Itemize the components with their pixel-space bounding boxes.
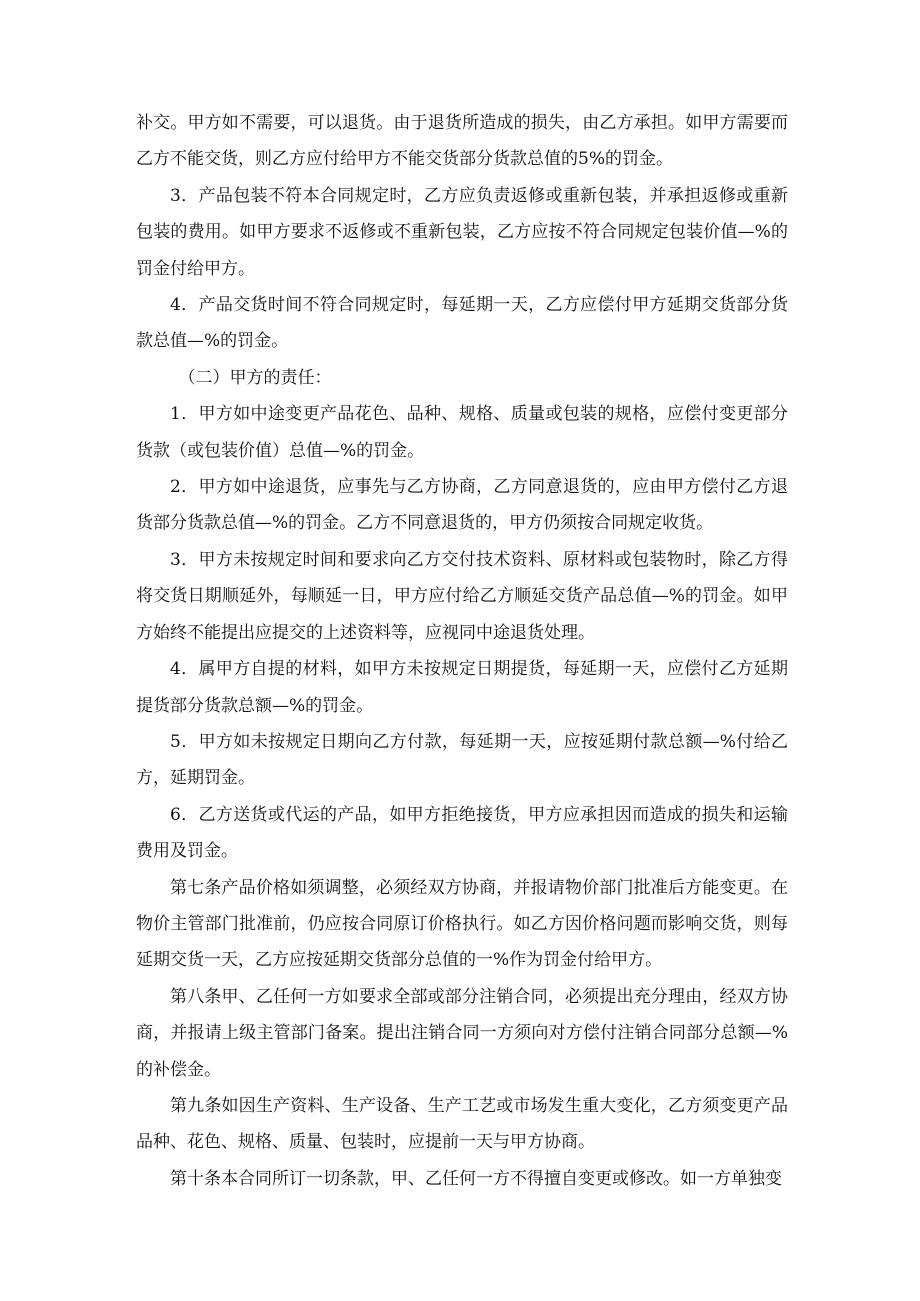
paragraph-article-8: 第八条甲、乙任何一方如要求全部或部分注销合同，必须提出充分理由，经双方协商，并报请上级主管部门备案。提出注销合同一方须向对方偿付注销合同部分总额—%的补偿金。 xyxy=(136,986,788,1080)
paragraph-party-a-item-3: 3．甲方未按规定时间和要求向乙方交付技术资料、原材料或包装物时，除乙方得将交货日期顺延外，每顺延一日，甲方应付给乙方顺延交货产品总值—%的罚金。如甲方始终不能提出应提交的上述资料等，应视同中途退货处理。 xyxy=(136,549,788,643)
document-body xyxy=(136,105,788,1197)
paragraph-clause-4-delivery-time: 4．产品交货时间不符合同规定时，每延期一天，乙方应偿付甲方延期交货部分货款总值—%的罚金。 xyxy=(136,295,788,352)
paragraph-party-a-item-1: 1．甲方如中途变更产品花色、品种、规格、质量或包装的规格，应偿付变更部分货款（或包装价值）总值—%的罚金。 xyxy=(136,404,788,461)
paragraph-article-10: 第十条本合同所订一切条款，甲、乙任何一方不得擅自变更或修改。如一方单独变 xyxy=(170,1168,782,1189)
paragraph-article-9: 第九条如因生产资料、生产设备、生产工艺或市场发生重大变化，乙方须变更产品品种、花色、规格、质量、包装时，应提前一天与甲方协商。 xyxy=(136,1095,788,1153)
paragraph-party-a-item-5: 5．甲方如未按规定日期向乙方付款，每延期一天，应按延期付款总额—%付给乙方，延期罚金。 xyxy=(136,731,788,789)
paragraph-clause-3-packaging: 3．产品包装不符本合同规定时，乙方应负责返修或重新包装，并承担返修或重新包装的费用。如甲方要求不返修或不重新包装，乙方应按不符合同规定包装价值—%的罚金付给甲方。 xyxy=(136,185,788,279)
paragraph-party-a-item-6: 6．乙方送货或代运的产品，如甲方拒绝接货，甲方应承担因而造成的损失和运输费用及罚金。 xyxy=(136,804,788,862)
paragraph-party-a-item-2: 2．甲方如中途退货，应事先与乙方协商，乙方同意退货的，应由甲方偿付乙方退货部分货款总值—%的罚金。乙方不同意退货的，甲方仍须按合同规定收货。 xyxy=(136,477,788,534)
paragraph-article-7: 第七条产品价格如须调整，必须经双方协商，并报请物价部门批准后方能变更。在物价主管部门批准前，仍应按合同原订价格执行。如乙方因价格问题而影响交货，则每延期交货一天，乙方应按延期交货部分总值的一%作为罚金付给甲方。 xyxy=(136,877,788,971)
section-heading-party-a-responsibility: （二）甲方的责任： xyxy=(178,367,332,388)
paragraph-party-a-item-4: 4．属甲方自提的材料，如甲方未按规定日期提货，每延期一天，应偿付乙方延期提货部分货款总额—%的罚金。 xyxy=(136,659,788,716)
paragraph-continuation: 补交。甲方如不需要，可以退货。由于退货所造成的损失，由乙方承担。如甲方需要而乙方不能交货，则乙方应付给甲方不能交货部分货款总值的5%的罚金。 xyxy=(136,113,788,170)
